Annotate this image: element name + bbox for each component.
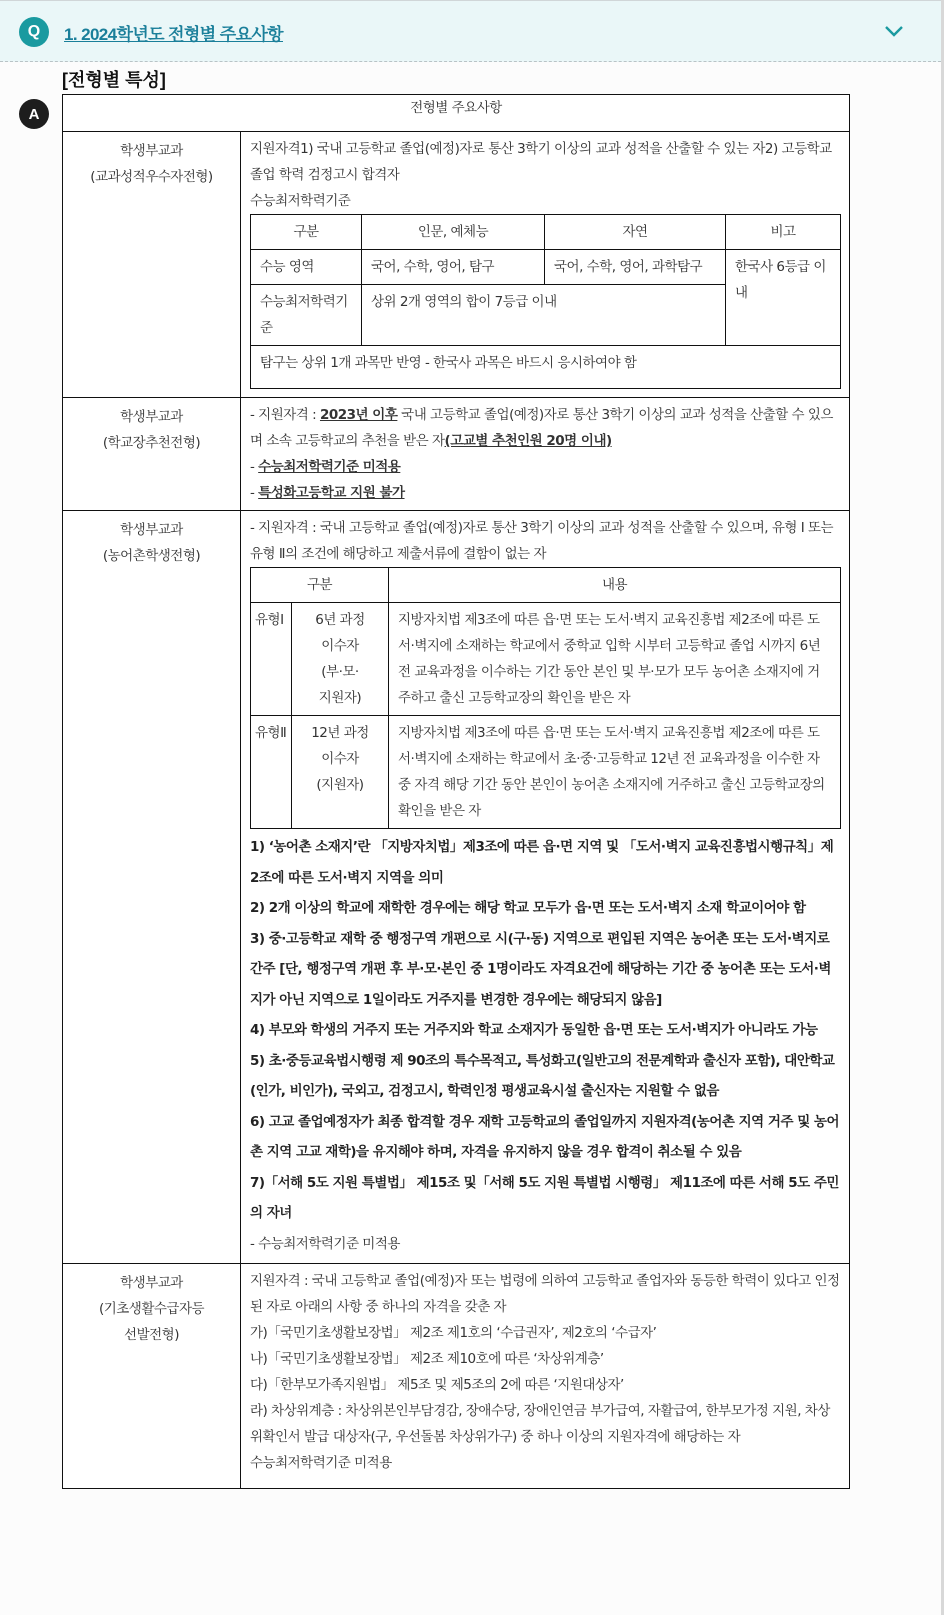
details-cell — [241, 132, 850, 398]
details-cell: 지원자격 : 국내 고등학교 졸업(예정)자 또는 법령에 의하여 고등학교 졸업자와 동등한 학력이 있다고 인정된 자로 아래의 사항 중 하나의 자격을 갖춘 자 가)「국민기초생활보장법」 제2조 제1호의 ‘수급권자’, 제2호의 ‘수급자’ 나)「국민기초생활보장법」 제2조 제10호에 따른 ‘차상위계층’ 다)「한부모가족지원법」 제5조 및 제5조의 2에 따른 ‘지원대상자’ 라) 차상위계층 : 차상위본인부담경감, 장애수당, 장애인연금 부가급여, 자활급여, 한부모가정 지원, 차상위확인서 발급 대상자(구, 우선돌봄 차상위가구) 중 하나 이상의 지원자격에 해당하는 자 수능최저학력기준 미적용 — [241, 1264, 850, 1489]
note-item: 6) 고교 졸업예정자가 최종 합격할 경우 재학 고등학교의 졸업일까지 지원자격(농어촌 지역 거주 및 농어촌 지역 고교 재학)을 유지해야 하며, 자격을 유지하지 않을 경우 합격이 취소될 수 있음 — [250, 1113, 840, 1160]
table-row — [63, 132, 850, 398]
eligibility-text: 지원자격1) 국내 고등학교 졸업(예정)자로 통산 3학기 이상의 교과 성적을 산출할 수 있는 자2) 고등학교 졸업 학력 검정고시 합격자 — [250, 141, 832, 183]
section-title: [전형별 특성] — [62, 70, 166, 90]
note-item: 7)「서해 5도 지원 특별법」 제15조 및「서해 5도 지원 특별법 시행령」 제11조에 따른 서해 5도 주민의 자녀 — [250, 1174, 839, 1221]
note-item: 2) 2개 이상의 학교에 재학한 경우에는 해당 학교 모두가 읍·면 또는 도서·벽지 소재 학교이어야 함 — [250, 900, 806, 916]
eligibility-text: - 지원자격 : 국내 고등학교 졸업(예정)자로 통산 3학기 이상의 교과 성적을 산출할 수 있으며, 유형 Ⅰ 또는 유형 Ⅱ의 조건에 해당하고 제출서류에 결함이 없는 자 — [250, 520, 834, 562]
table-row — [63, 1264, 850, 1489]
csat-subtable: 구분 인문, 예체능 자연 비고 수능 영역 국어, 수학, 영어, 탐구 국어, 수학, 영어, 과학탐구 한국사 6등급 이내 수능최저학력기준 상위 2개 영역의 합이 7등급 이내 탐구는 상위 1개 과목만 반영 - 한국사 과목은 바드시 응시하여야 함 — [250, 214, 841, 389]
details-cell — [241, 511, 850, 1264]
category-cell: 학생부교과 (농어촌학생전형) — [63, 511, 241, 1264]
note-item: 5) 초·중등교육법시행령 제 90조의 특수목적고, 특성화고(일반고의 전문계학과 출신자 포함), 대안학교(인가, 비인가), 국외고, 검정고시, 학력인정 평생교육시설 출신자는 지원할 수 없음 — [250, 1052, 835, 1099]
csat-label: 수능최저학력기준 — [250, 193, 351, 209]
table-row — [63, 511, 850, 1264]
note-item: 4) 부모와 학생의 거주지 또는 거주지와 학교 소재지가 동일한 읍·면 또는 도서·벽지가 아니라도 가능 — [250, 1022, 818, 1038]
closing-note: - 수능최저학력기준 미적용 — [250, 1235, 400, 1252]
answer-icon: A — [19, 99, 49, 129]
remark-cell: 한국사 6등급 이내 — [726, 250, 841, 346]
details-cell: - 지원자격 : 2023년 이후 국내 고등학교 졸업(예정)자로 통산 3학기 이상의 교과 성적을 산출할 수 있으며 소속 고등학교의 추천을 받은 자(고교별 추천인원 20명 이내) - 수능최저학력기준 미적용 - 특성화고등학교 지원 불가 — [241, 398, 850, 511]
category-cell: 학생부교과 (기초생활수급자등 선발전형) — [63, 1264, 241, 1489]
eligibility-text: - 지원자격 : 2023년 이후 국내 고등학교 졸업(예정)자로 통산 3학기 이상의 교과 성적을 산출할 수 있으며 소속 고등학교의 추천을 받은 자(고교별 추천인원 20명 이내) — [250, 407, 833, 449]
rural-type-subtable: 구분 내용 유형Ⅰ 6년 과정 이수자 (부·모· 지원자) 지방자치법 제3조에 따른 읍·면 또는 도서·벽지 교육진흥법 제2조에 따른 도서·벽지에 소재하는 학교에서 중학교 입학 시부터 고등학교 졸업 시까지 6년 전 교육과정을 이수하는 기간 동안 본인 및 부·모가 모두 농어촌 소재지에 거주하고 출신 고등학교장의 확인을 받은 자 유형Ⅱ 12년 과정 이수자 (지원자) 지방자치법 제3조에 따른 읍·면 또는 도서·벽지 교육진흥법 제2조에 따른 도서·벽지에 소재하는 학교에서 초·중·고등학교 12년 전 교육과정을 이수한 자 중 자격 해당 기간 동안 본인이 농어촌 소재지에 거주하고 출신 고등학교장의 확인을 받은 자 — [250, 567, 841, 829]
question-title-link[interactable]: 1. 2024학년도 전형별 주요사항 — [64, 25, 283, 44]
note-item: 3) 중·고등학교 재학 중 행정구역 개편으로 시(구·동) 지역으로 편입된 지역은 농어촌 또는 도서·벽지로 간주 [단, 행정구역 개편 후 부·모·본인 중 1명이라도 자격요건에 해당하는 기간 중 농어촌 또는 도서·벽지가 아닌 지역으로 1일이라도 거주지를 변경한 경우에는 해당되지 않음] — [250, 930, 831, 1008]
table-header: 전형별 주요사항 — [63, 95, 850, 132]
admission-table — [62, 94, 850, 1489]
faq-question-bar[interactable] — [0, 0, 941, 62]
category-cell: 학생부교과 (교과성적우수자전형) — [63, 132, 241, 398]
table-row — [63, 398, 850, 511]
note-item: 1) ‘농어촌 소재지’란 「지방자치법」제3조에 따른 읍·면 지역 및 「도서·벽지 교육진흥법시행규칙」제2조에 따른 도서·벽지 지역을 의미 — [250, 839, 834, 886]
category-cell: 학생부교과 (학교장추천전형) — [63, 398, 241, 511]
chevron-down-icon[interactable] — [884, 23, 904, 39]
table-header-row — [63, 95, 850, 132]
question-icon: Q — [19, 17, 49, 47]
